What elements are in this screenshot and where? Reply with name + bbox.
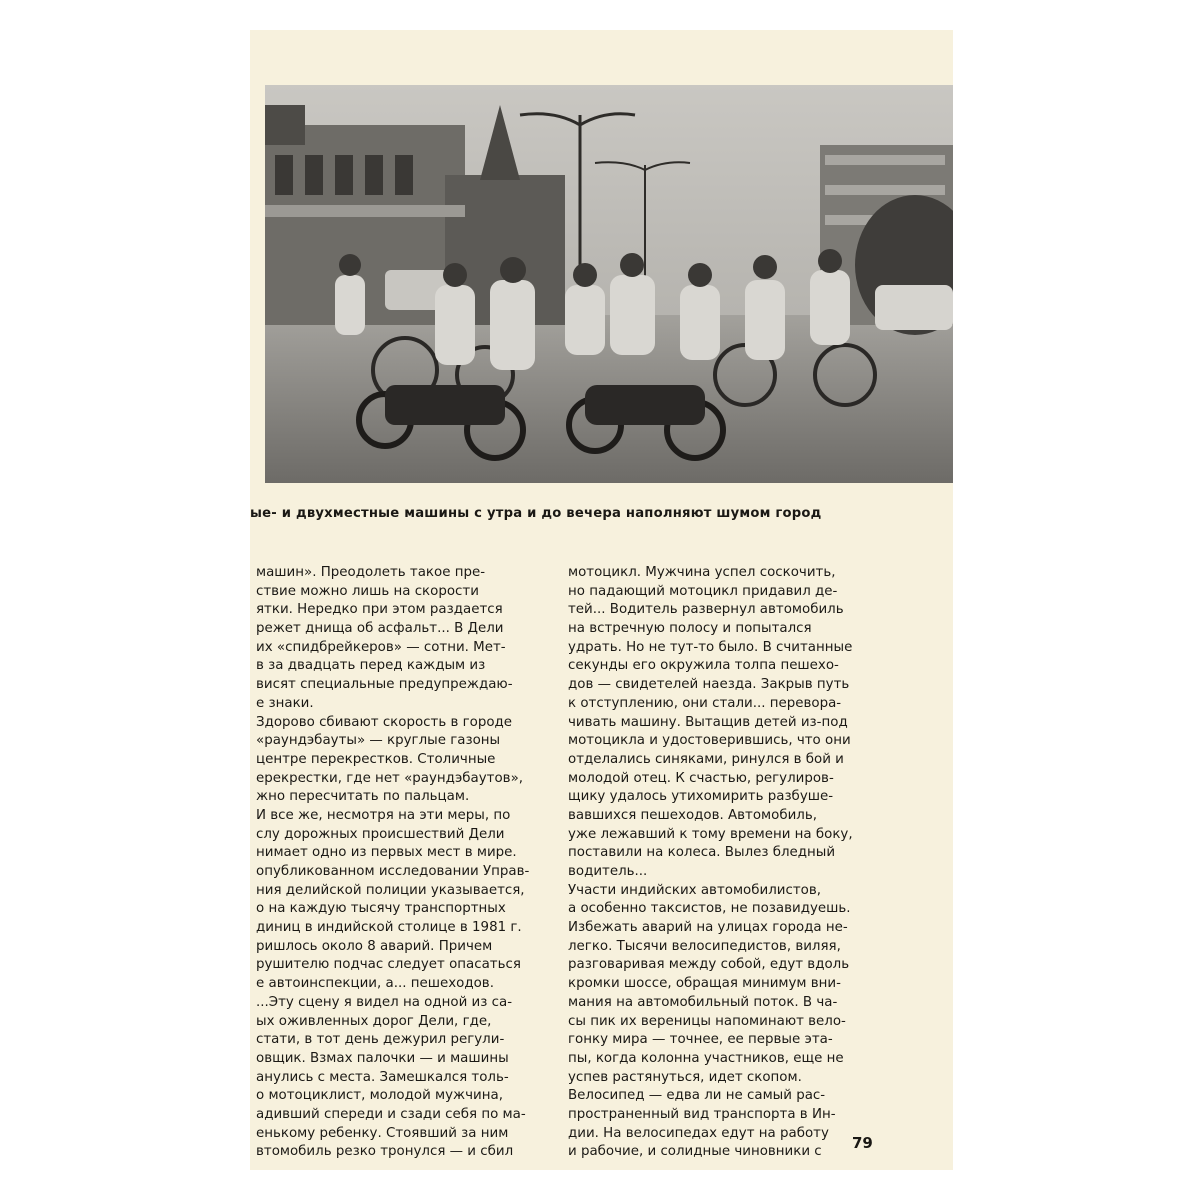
text-line: И все же, несмотря на эти меры, по bbox=[256, 807, 511, 823]
text-line: диниц в индийской столице в 1981 г. bbox=[256, 920, 522, 936]
text-line: мотоцикла и удостоверившись, что они bbox=[568, 733, 851, 749]
text-column-left bbox=[256, 564, 546, 1162]
text-line: тей... Водитель развернул автомобиль bbox=[568, 602, 844, 618]
text-line: дов — свидетелей наезда. Закрыв путь bbox=[568, 677, 850, 693]
text-line: разговаривая между собой, едут вдоль bbox=[568, 957, 850, 973]
text-line: дии. На велосипедах едут на работу bbox=[568, 1125, 829, 1141]
text-line: режет днища об асфальт... В Дели bbox=[256, 621, 504, 637]
text-line: стати, в тот день дежурил регули- bbox=[256, 1032, 505, 1048]
text-line: опубликованном исследовании Управ- bbox=[256, 864, 530, 879]
text-line: отделались синяками, ринулся в бой и bbox=[568, 751, 844, 767]
text-line: слу дорожных происшествий Дели bbox=[256, 826, 505, 842]
text-line: водитель... bbox=[568, 864, 648, 879]
text-line: но падающий мотоцикл придавил де- bbox=[568, 583, 838, 599]
text-line: мотоцикл. Мужчина успел соскочить, bbox=[568, 565, 836, 580]
text-line: уже лежавший к тому времени на боку, bbox=[568, 826, 853, 842]
text-line: легко. Тысячи велосипедистов, виляя, bbox=[568, 938, 841, 954]
text-line: кромки шоссе, обращая минимум вни- bbox=[568, 976, 841, 992]
text-line: жно пересчитать по пальцам. bbox=[256, 789, 470, 805]
text-line: е автоинспекции, а... пешеходов. bbox=[256, 976, 494, 992]
text-line: Велосипед — едва ли не самый рас- bbox=[568, 1088, 826, 1104]
text-line: Избежать аварий на улицах города не- bbox=[568, 920, 848, 936]
text-line: сы пик их вереницы напоминают вело- bbox=[568, 1013, 846, 1029]
text-line: чивать машину. Вытащив детей из-под bbox=[568, 714, 848, 730]
text-line: на встречную полосу и попытался bbox=[568, 621, 812, 637]
text-line: ствие можно лишь на скорости bbox=[256, 583, 479, 599]
text-line: удрать. Но не тут-то было. В считанные bbox=[568, 639, 853, 655]
text-line: ых оживленных дорог Дели, где, bbox=[256, 1013, 492, 1029]
text-line: в за двадцать перед каждым из bbox=[256, 658, 486, 674]
text-line: Здорово сбивают скорость в городе bbox=[256, 714, 513, 730]
text-line: щику удалось утихомирить разбуше- bbox=[568, 789, 834, 805]
text-line: пы, когда колонна участников, еще не bbox=[568, 1050, 844, 1066]
text-line: «раундэбауты» — круглые газоны bbox=[256, 733, 501, 749]
text-line: ерекрестки, где нет «раундэбаутов», bbox=[256, 770, 524, 786]
text-column-right bbox=[568, 564, 893, 1162]
text-line: адивший спереди и сзади себя по ма- bbox=[256, 1106, 526, 1122]
text-line: анулись с места. Замешкался толь- bbox=[256, 1069, 509, 1085]
text-line: молодой отец. К счастью, регулиров- bbox=[568, 770, 834, 786]
text-line: нимает одно из первых мест в мире. bbox=[256, 845, 517, 861]
photo-illustration bbox=[265, 85, 953, 483]
text-line: машин». Преодолеть такое пре- bbox=[256, 565, 486, 580]
text-line: ятки. Нередко при этом раздается bbox=[256, 602, 503, 618]
page-number: 79 bbox=[852, 1134, 873, 1152]
text-line: ния делийской полиции указывается, bbox=[256, 882, 525, 898]
text-line: секунды его окружила толпа пешехо- bbox=[568, 658, 839, 674]
text-line: овщик. Взмах палочки — и машины bbox=[256, 1050, 509, 1066]
text-line: их «спидбрейкеров» — сотни. Мет- bbox=[256, 639, 506, 655]
text-line: енькому ребенку. Стоявший за ним bbox=[256, 1125, 509, 1141]
text-line: вавшихся пешеходов. Автомобиль, bbox=[568, 807, 818, 823]
text-line: поставили на колеса. Вылез бледный bbox=[568, 845, 836, 861]
text-line: а особенно таксистов, не позавидуешь. bbox=[568, 901, 851, 917]
photo-caption: ые- и двухместные машины с утра и до вечера наполняют шумом город bbox=[250, 506, 822, 521]
text-line: ...Эту сцену я видел на одной из са- bbox=[256, 994, 513, 1010]
text-line: успев растянуться, идет скопом. bbox=[568, 1069, 802, 1085]
text-line: е знаки. bbox=[256, 695, 314, 711]
text-line: и рабочие, и солидные чиновники с bbox=[568, 1144, 822, 1160]
text-line: о мотоциклист, молодой мужчина, bbox=[256, 1088, 503, 1104]
text-line: пространенный вид транспорта в Ин- bbox=[568, 1106, 836, 1122]
text-line: висят специальные предупреждаю- bbox=[256, 677, 513, 693]
street-traffic-photo bbox=[265, 85, 953, 483]
text-line: мания на автомобильный поток. В ча- bbox=[568, 994, 838, 1010]
text-line: втомобиль резко тронулся — и сбил bbox=[256, 1144, 514, 1160]
text-line: к отступлению, они стали... перевора- bbox=[568, 695, 842, 711]
text-line: ришлось около 8 аварий. Причем bbox=[256, 938, 493, 954]
text-line: Участи индийских автомобилистов, bbox=[568, 882, 821, 898]
text-line: рушителю подчас следует опасаться bbox=[256, 957, 521, 973]
text-line: центре перекрестков. Столичные bbox=[256, 751, 496, 767]
text-line: о на каждую тысячу транспортных bbox=[256, 901, 506, 917]
text-line: гонку мира — точнее, ее первые эта- bbox=[568, 1032, 833, 1048]
